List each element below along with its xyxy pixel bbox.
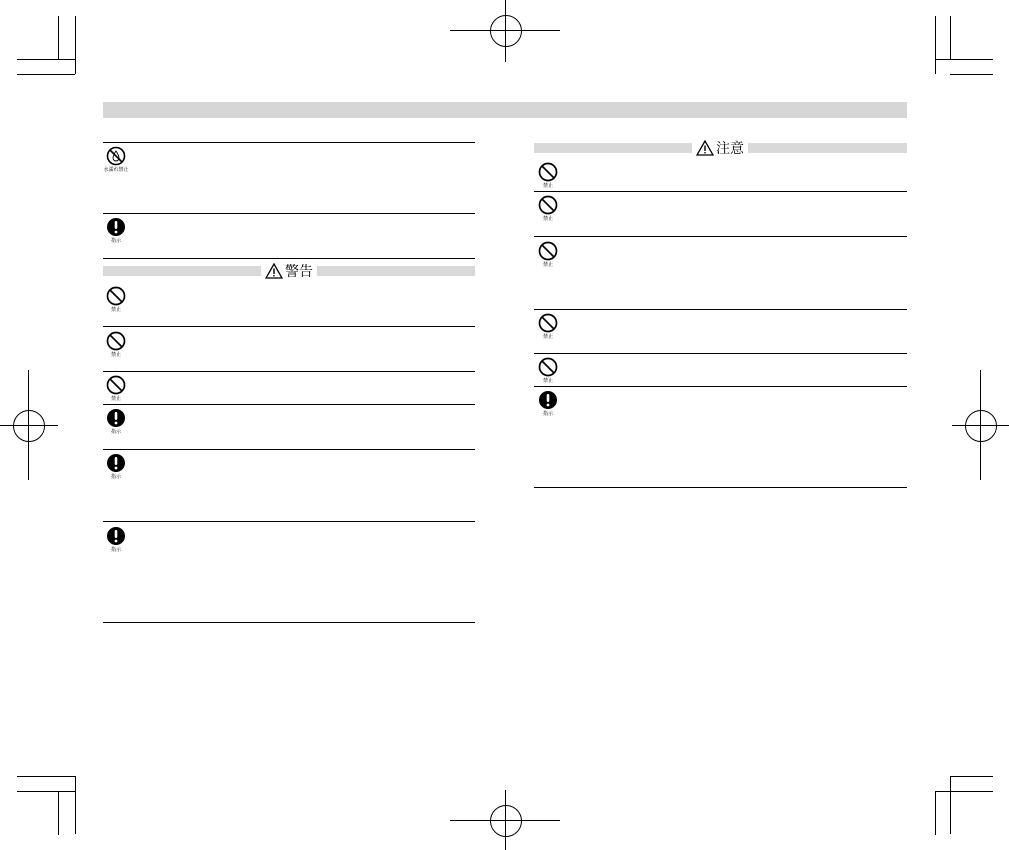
warning-triangle-icon — [696, 140, 714, 156]
instruction-icon: 指示 — [535, 390, 561, 417]
warning-triangle-icon — [265, 263, 283, 279]
instruction-icon: 指示 — [103, 408, 129, 435]
no-water-icon: 水濡れ禁止 — [103, 146, 129, 173]
prohibited-icon: 禁止 — [103, 331, 129, 358]
prohibited-icon: 禁止 — [103, 375, 129, 402]
prohibited-icon: 禁止 — [103, 286, 129, 313]
instruction-icon: 指示 — [103, 453, 129, 480]
caution-section-title: 注意 — [692, 139, 748, 157]
prohibited-icon: 禁止 — [535, 241, 561, 268]
prohibited-icon: 禁止 — [535, 162, 561, 189]
instruction-icon: 指示 — [103, 526, 129, 553]
instruction-icon: 指示 — [103, 217, 129, 244]
page-header-bar — [103, 102, 907, 118]
prohibited-icon: 禁止 — [535, 195, 561, 222]
prohibited-icon: 禁止 — [535, 357, 561, 384]
prohibited-icon: 禁止 — [535, 313, 561, 340]
warning-section-title: 警告 — [261, 262, 317, 280]
